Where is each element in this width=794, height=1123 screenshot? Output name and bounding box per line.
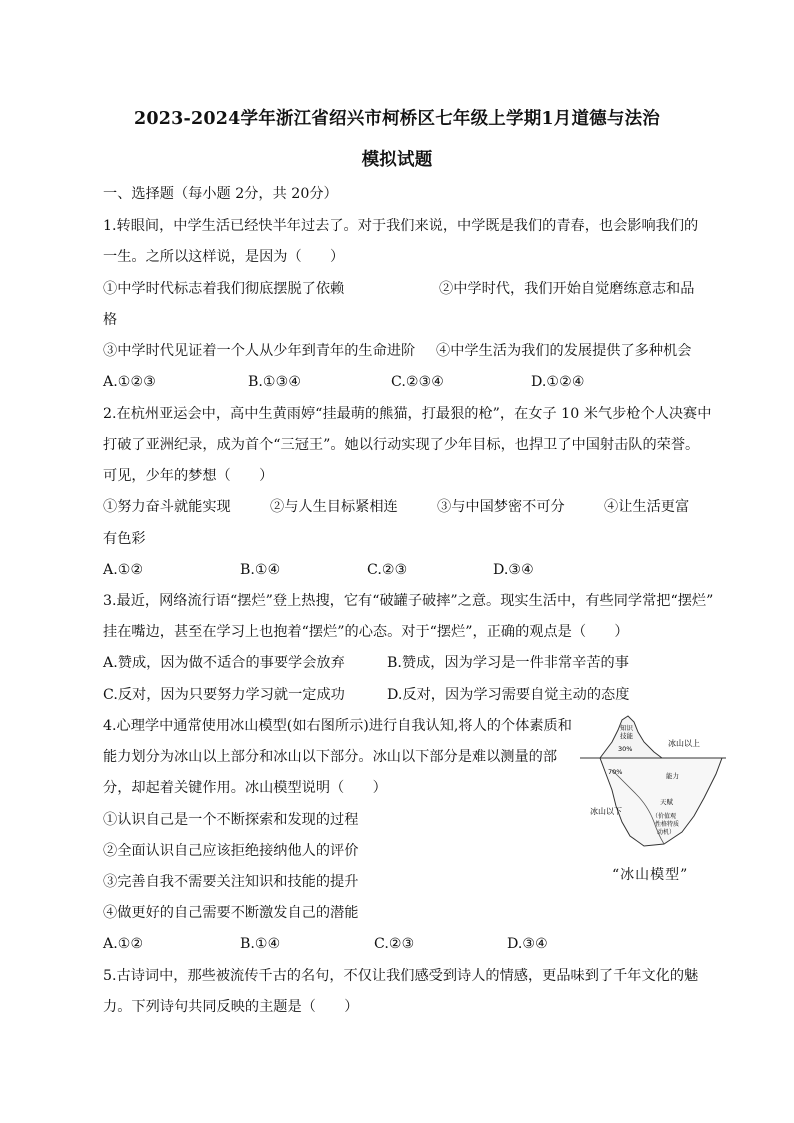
q4-choice-b[interactable]: B.①④ [240,936,281,952]
fig-label-ability: 能力 [666,772,679,780]
fig-label-below: 冰山以下 [590,807,622,816]
iceberg-diagram [578,712,728,862]
iceberg-caption: “冰山模型” [612,867,689,883]
q2-statement-1: ①努力奋斗就能实现 [103,499,231,515]
q1-statement-4: ④中学生活为我们的发展提供了多种机会 [436,343,692,359]
q1-choice-c[interactable]: C.②③④ [391,374,445,390]
q3-choice-c[interactable]: C.反对，因为只要努力学习就一定成功 [103,687,345,703]
q5-stem-line2: 力。下列诗句共同反映的主题是（ ） [103,999,359,1015]
fig-label-values-1: （价值观 [652,813,677,820]
exam-title-line1: 2023-2024学年浙江省绍兴市柯桥区七年级上学期1月道德与法治 [134,109,660,129]
q1-statement-2-cont: 格 [103,312,118,328]
q3-choice-a[interactable]: A.赞成，因为做不适合的事要学会放弃 [103,655,345,671]
section-heading: 一、选择题（每小题 2分，共 20分） [103,186,338,202]
q4-stem-line2: 能力划分为冰山以上部分和冰山以下部分。冰山以下部分是难以测量的部 [103,749,558,765]
q2-statement-2: ②与人生目标紧相连 [270,499,398,515]
q3-stem-line2: 挂在嘴边，甚至在学习上也抱着“摆烂”的心态。对于“摆烂”，正确的观点是（ ） [103,624,629,640]
q2-choice-c[interactable]: C.②③ [367,562,408,578]
q3-stem-line1: 3.最近，网络流行语“摆烂”登上热搜，它有“破罐子破摔”之意。现实生活中，有些同学常把“摆烂” [103,593,714,609]
q4-choice-c[interactable]: C.②③ [374,936,415,952]
q1-statement-2: ②中学时代，我们开始自觉磨练意志和品 [439,281,695,297]
q3-choice-b[interactable]: B.赞成，因为学习是一件非常辛苦的事 [387,655,629,671]
q2-stem-line1: 2.在杭州亚运会中，高中生黄雨婷“挂最萌的熊猫，打最狠的枪”，在女子 10 米气步枪个人决赛中 [103,406,712,422]
q4-choice-a[interactable]: A.①② [103,936,144,952]
q2-choice-b[interactable]: B.①④ [240,562,281,578]
q4-stem-line1: 4.心理学中通常使用冰山模型(如右图所示)进行自我认知,将人的个体素质和 [103,718,572,734]
q1-choice-b[interactable]: B.①③④ [248,374,302,390]
q1-stem-line2: 一生。之所以这样说，是因为（ ） [103,249,345,265]
q2-stem-line3: 可见，少年的梦想（ ） [103,468,274,484]
q4-choice-d[interactable]: D.③④ [507,936,548,952]
q2-choice-d[interactable]: D.③④ [493,562,534,578]
q4-statement-2: ②全面认识自己应该拒绝接纳他人的评价 [103,843,359,859]
q4-statement-4: ④做更好的自己需要不断激发自己的潜能 [103,905,359,921]
exam-title-line2: 模拟试题 [361,150,433,170]
q1-statement-1: ①中学时代标志着我们彻底摆脱了依赖 [103,281,345,297]
q4-statement-1: ①认识自己是一个不断探索和发现的过程 [103,812,359,828]
q5-stem-line1: 5.古诗词中，那些被流传千古的名句，不仅让我们感受到诗人的情感，更品味到了千年文化的魅 [103,968,699,984]
q1-choice-a[interactable]: A.①②③ [103,374,156,390]
fig-label-above: 冰山以上 [668,739,700,748]
q4-statement-3: ③完善自我不需要关注知识和技能的提升 [103,874,359,890]
fig-label-knowledge-2: 技能 [620,732,633,740]
fig-label-talent: 天赋 [660,798,673,806]
fig-label-values-3: 动机） [657,829,676,836]
q3-choice-d[interactable]: D.反对，因为学习需要自觉主动的态度 [387,687,630,703]
fig-label-values-2: 性格特质 [655,821,680,828]
q1-choice-d[interactable]: D.①②④ [531,374,585,390]
q1-stem-line1: 1.转眼间，中学生活已经快半年过去了。对于我们来说，中学既是我们的青春，也会影响我们的 [103,218,699,234]
q2-statement-3: ③与中国梦密不可分 [437,499,565,515]
fig-label-70: 70% [608,768,623,776]
q2-choice-a[interactable]: A.①② [103,562,144,578]
q2-statement-4: ④让生活更富 [604,499,690,515]
q2-statement-4-cont: 有色彩 [103,531,146,547]
q2-stem-line2: 打破了亚洲纪录，成为首个“三冠王”。她以行动实现了少年目标，也捍卫了中国射击队的荣誉。 [103,437,700,453]
fig-label-knowledge-1: 知识 [620,724,633,732]
fig-label-30: 30% [618,745,633,753]
q4-stem-line3: 分，却起着关键作用。冰山模型说明（ ） [103,780,387,796]
iceberg-figure [578,712,728,884]
q1-statement-3: ③中学时代见证着一个人从少年到青年的生命进阶 [103,343,416,359]
